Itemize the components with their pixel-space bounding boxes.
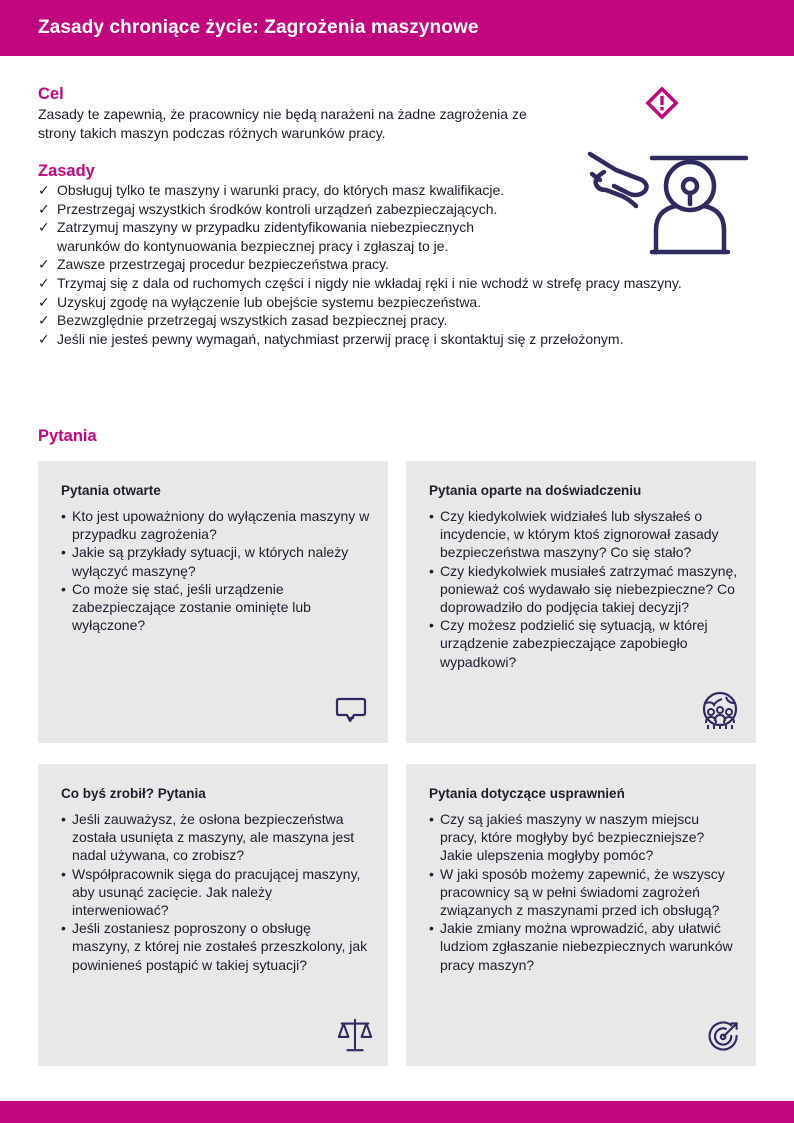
checkmark-icon: ✓ (38, 219, 50, 236)
card-question-list (61, 810, 371, 974)
rule-item: ✓ Zawsze przestrzegaj procedur bezpieczeństwa pracy. (38, 256, 390, 273)
rule-item: ✓ Zatrzymuj maszyny w przypadku zidentyfikowania niebezpiecznych warunków do kontynuowania bezpiecznej pracy i zgłaszaj to je. (38, 219, 475, 254)
checkmark-icon: ✓ (38, 182, 50, 198)
list-item: • Czy kiedykolwiek musiałeś zatrzymać maszynę, ponieważ coś wydawało się niebezpieczne? Co doprowadziło do podjęcia takiej decyzji? (429, 562, 739, 617)
warning-diamond-icon (645, 86, 679, 120)
target-icon (706, 1018, 742, 1054)
list-item: • Jeśli zauważysz, że osłona bezpieczeństwa została usunięta z maszyny, ale maszyna jest nadal używana, co zrobisz? (61, 810, 371, 865)
list-item: • Czy są jakieś maszyny w naszym miejscu pracy, które mogłyby być bezpieczniejsze? Jakie ulepszenia mogłyby pomóc? (429, 810, 739, 865)
card-title: Co byś zrobił? Pytania (61, 786, 206, 801)
list-item: • Jeśli zostaniesz poproszony o obsługę maszyny, z której nie zostałeś przeszkolony, jak powinieneś postąpić w takiej sytuacji? (61, 919, 371, 974)
checkmark-icon: ✓ (38, 293, 50, 310)
rule-item: ✓ Uzyskuj zgodę na wyłączenie lub obejście systemu bezpieczeństwa. (38, 293, 482, 310)
scales-icon (336, 1016, 374, 1054)
people-globe-icon (700, 691, 740, 731)
checkmark-icon: ✓ (38, 274, 50, 291)
list-item: • Współpracownik sięga do pracującej maszyny, aby usunąć zacięcie. Jak należy interweniować? (61, 865, 371, 920)
questions-heading: Pytania (38, 427, 97, 445)
checkmark-icon: ✓ (38, 200, 50, 217)
card-question-list (429, 507, 739, 671)
list-item: • Jakie zmiany można wprowadzić, aby ułatwić ludziom zgłaszanie niebezpiecznych warunków pracy maszyn? (429, 919, 739, 974)
checkmark-icon: ✓ (38, 312, 50, 329)
checkmark-icon: ✓ (38, 256, 50, 273)
question-card-experience (406, 461, 756, 743)
rules-heading: Zasady (38, 162, 95, 180)
header-bar (0, 0, 794, 56)
goal-text: Zasady te zapewnią, że pracownicy nie będą narażeni na żadne zagrożenia ze strony takich maszyn podczas różnych warunków pracy. (38, 106, 527, 141)
card-question-list (61, 507, 371, 634)
card-question-list (429, 810, 739, 974)
checkmark-icon: ✓ (38, 330, 50, 347)
question-card-what-would-you-do (38, 764, 388, 1066)
rule-item: ✓ Obsługuj tylko te maszyny i warunki pracy, do których masz kwalifikacje. (38, 182, 505, 198)
rule-item: ✓ Przestrzegaj wszystkich środków kontroli urządzeń zabezpieczających. (38, 200, 498, 217)
rule-item: ✓ Bezwzględnie przetrzegaj wszystkich zasad bezpiecznej pracy. (38, 312, 448, 329)
list-item: • Czy możesz podzielić się sytuacją, w której urządzenie zabezpieczające zapobiegło wypadkowi? (429, 616, 739, 671)
goal-heading: Cel (38, 85, 64, 103)
card-title: Pytania dotyczące usprawnień (429, 786, 625, 801)
list-item: • Co może się stać, jeśli urządzenie zabezpieczające zostanie ominięte lub wyłączone? (61, 580, 371, 635)
card-title: Pytania otwarte (61, 483, 161, 498)
speech-bubble-icon (334, 693, 368, 727)
rule-item: ✓ Jeśli nie jesteś pewny wymagań, natychmiast przerwij pracę i skontaktuj się z przełożonym. (38, 330, 624, 347)
list-item: • Czy kiedykolwiek widziałeś lub słyszałeś o incydencie, w którym ktoś zignorował zasady bezpieczeństwa maszyny? Co się stało? (429, 507, 739, 562)
rules-list (38, 181, 768, 348)
card-title: Pytania oparte na doświadczeniu (429, 483, 642, 498)
list-item: • W jaki sposób możemy zapewnić, że wszyscy pracownicy są w pełni świadomi zagrożeń związanych z maszynami przed ich obsługą? (429, 865, 739, 920)
page-title: Zasady chroniące życie: Zagrożenia maszynowe (38, 17, 479, 38)
question-card-improvements (406, 764, 756, 1066)
list-item: • Kto jest upoważniony do wyłączenia maszyny w przypadku zagrożenia? (61, 507, 371, 543)
rule-item: ✓ Trzymaj się z dala od ruchomych części i nigdy nie wkładaj ręki i nie wchodź w strefę pracy maszyny. (38, 274, 682, 291)
question-card-open (38, 461, 388, 743)
list-item: • Jakie są przykłady sytuacji, w których należy wyłączyć maszynę? (61, 543, 371, 579)
footer-bar (0, 1101, 794, 1123)
